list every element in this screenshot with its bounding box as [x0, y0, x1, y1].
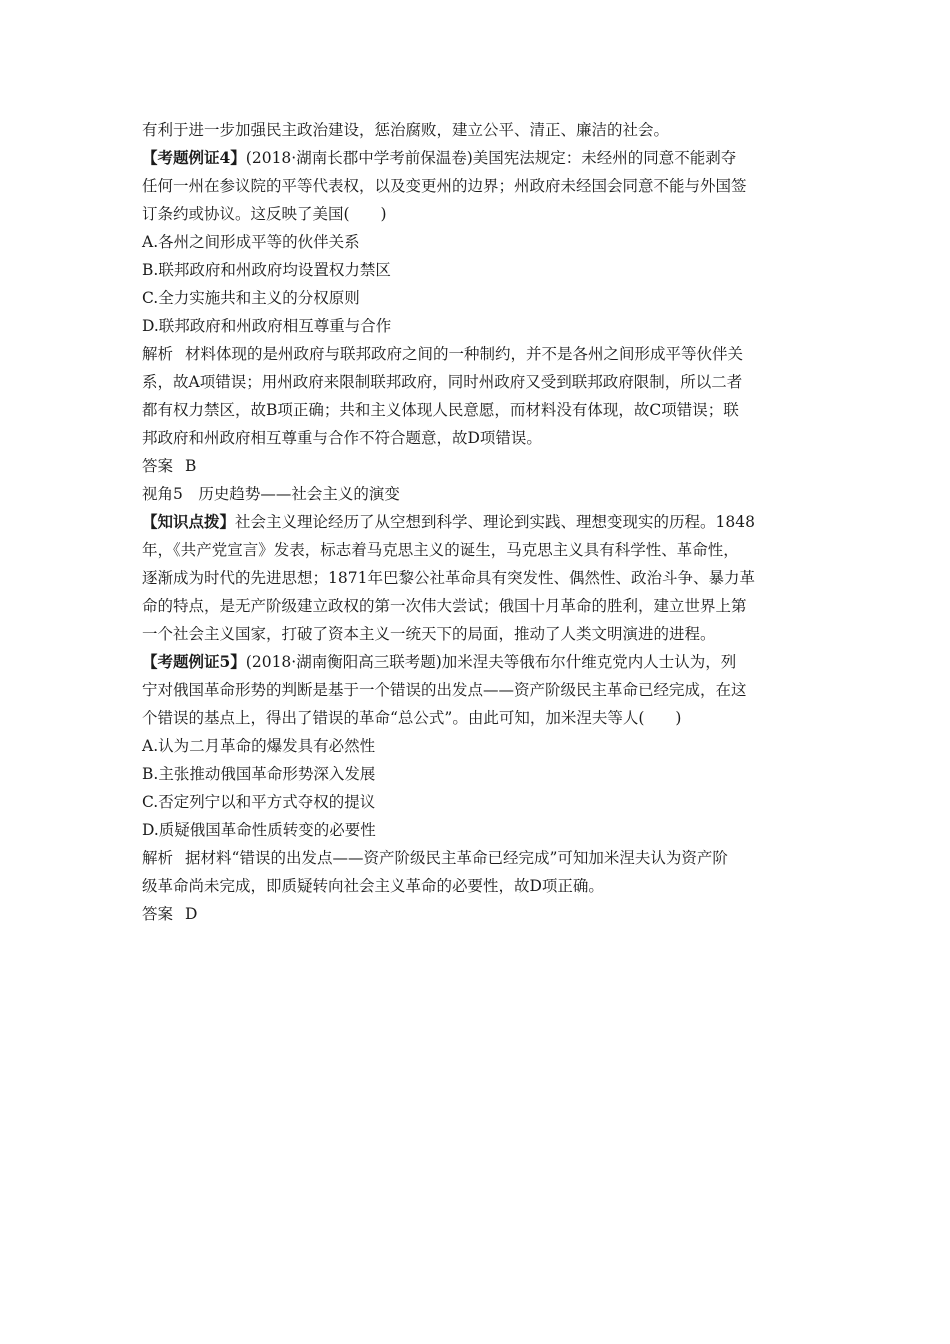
- example-5-answer-line: [142, 900, 810, 928]
- intro-text: 有利于进一步加强民主政治建设，惩治腐败，建立公平、清正、廉洁的社会。: [142, 121, 670, 139]
- knowledge-line-1: [142, 508, 810, 536]
- knowledge-line-4: 命的特点，是无产阶级建立政权的第一次伟大尝试；俄国十月革命的胜利，建立世界上第: [142, 597, 747, 615]
- example-5-stem-line-3: 个错误的基点上，得出了错误的革命“总公式”。由此可知，加米涅夫等人( ): [142, 709, 682, 727]
- example-4-answer-label: 答案: [142, 457, 174, 475]
- example-4-answer-line: [142, 452, 810, 480]
- example-4-stem-line-2: 任何一州在参议院的平等代表权，以及变更州的边界；州政府未经国会同意不能与外国签: [142, 177, 747, 195]
- knowledge-tag: 【知识点拨】: [142, 512, 236, 531]
- section-5-heading: 视角5 历史趋势——社会主义的演变: [142, 485, 400, 503]
- example-4-analysis-1: 材料体现的是州政府与联邦政府之间的一种制约，并不是各州之间形成平等伙伴关: [185, 345, 744, 363]
- example-5-stem-line-1: [142, 648, 810, 676]
- example-5-analysis-line-1: [142, 844, 810, 872]
- example-4-analysis-line-4: 邦政府和州政府相互尊重与合作不符合题意，故D项错误。: [142, 429, 542, 447]
- example-5-analysis-label: 解析: [142, 849, 174, 867]
- example-4-option-d: D.联邦政府和州政府相互尊重与合作: [142, 317, 392, 335]
- example-5-tag: 【考题例证5】: [142, 652, 246, 671]
- example-5-stem-line-2: 宁对俄国革命形势的判断是基于一个错误的出发点——资产阶级民主革命已经完成，在这: [142, 681, 747, 699]
- example-5-option-d: D.质疑俄国革命性质转变的必要性: [142, 821, 376, 839]
- example-5-answer: D: [185, 905, 198, 923]
- example-4-source: (2018·湖南长郡中学考前保温卷): [245, 149, 473, 167]
- example-4-option-c: C.全力实施共和主义的分权原则: [142, 289, 360, 307]
- document-page: [142, 116, 810, 928]
- example-4: [142, 144, 810, 480]
- example-4-stem-1: 美国宪法规定：未经州的同意不能剥夺: [472, 149, 737, 167]
- example-4-tag: 【考题例证4】: [142, 148, 246, 167]
- example-4-stem-line-3: 订条约或协议。这反映了美国( ): [142, 205, 387, 223]
- example-5-analysis-line-2: 级革命尚未完成，即质疑转向社会主义革命的必要性，故D项正确。: [142, 877, 604, 895]
- knowledge-line-5: 一个社会主义国家，打破了资本主义一统天下的局面，推动了人类文明演进的进程。: [142, 625, 716, 643]
- knowledge-line-2: 年，《共产党宣言》发表，标志着马克思主义的诞生，马克思主义具有科学性、革命性，: [142, 541, 739, 559]
- example-4-analysis-label: 解析: [142, 345, 174, 363]
- example-4-option-a: A.各州之间形成平等的伙伴关系: [142, 233, 360, 251]
- example-4-option-b: B.联邦政府和州政府均设置权力禁区: [142, 261, 391, 279]
- example-5-source: (2018·湖南衡阳高三联考题): [245, 653, 442, 671]
- example-4-analysis-line-2: 系，故A项错误；用州政府来限制联邦政府，同时州政府又受到联邦政府限制，所以二者: [142, 373, 743, 391]
- example-4-stem-line-1: [142, 144, 810, 172]
- example-5-stem-1: 加米涅夫等俄布尔什维克党内人士认为，列: [441, 653, 737, 671]
- example-4-analysis-line-1: [142, 340, 810, 368]
- example-5-option-b: B.主张推动俄国革命形势深入发展: [142, 765, 376, 783]
- example-5-analysis-1: 据材料“错误的出发点——资产阶级民主革命已经完成”可知加米涅夫认为资产阶: [185, 849, 728, 867]
- example-4-analysis-line-3: 都有权力禁区，故B项正确；共和主义体现人民意愿，而材料没有体现，故C项错误；联: [142, 401, 739, 419]
- example-5-option-a: A.认为二月革命的爆发具有必然性: [142, 737, 376, 755]
- knowledge-line-3: 逐渐成为时代的先进思想；1871年巴黎公社革命具有突发性、偶然性、政治斗争、暴力革: [142, 569, 755, 587]
- example-4-answer: B: [185, 457, 197, 475]
- knowledge-note: [142, 508, 810, 648]
- knowledge-text-1: 社会主义理论经历了从空想到科学、理论到实践、理想变现实的历程。1848: [235, 513, 755, 531]
- example-5-option-c: C.否定列宁以和平方式夺权的提议: [142, 793, 376, 811]
- example-5: [142, 648, 810, 928]
- example-5-answer-label: 答案: [142, 905, 174, 923]
